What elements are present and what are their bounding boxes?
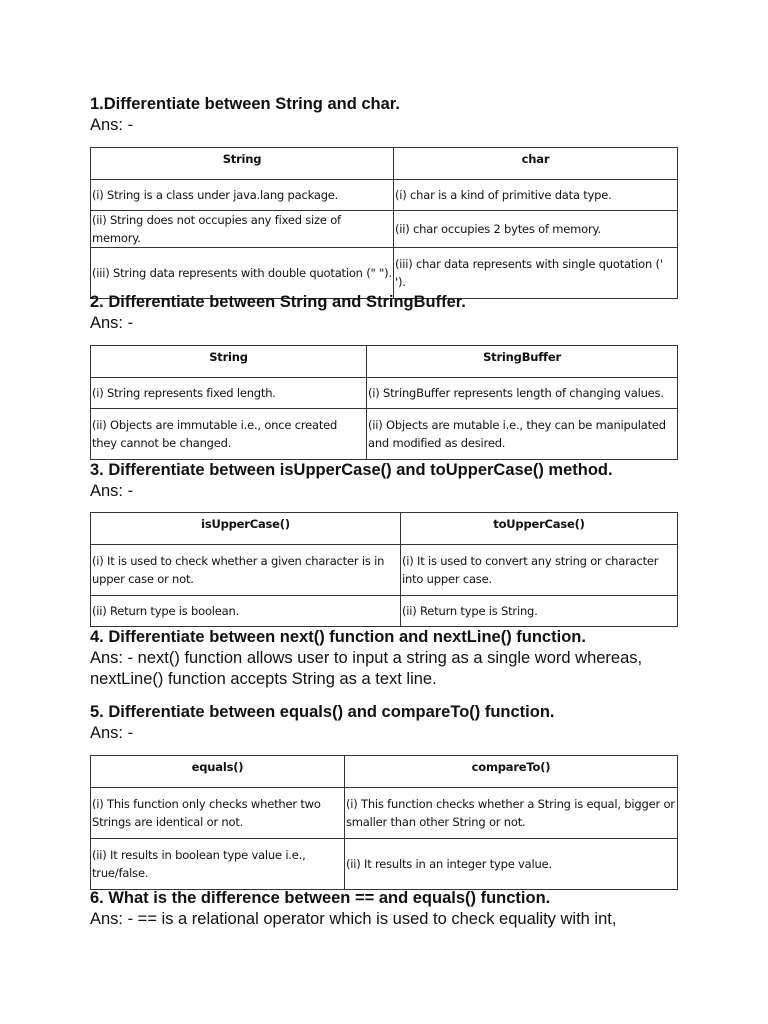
question-2-table <box>90 345 678 460</box>
table-row <box>91 180 678 211</box>
question-5-table <box>90 755 678 890</box>
table-row <box>91 788 678 839</box>
table-header: String <box>91 148 394 180</box>
question-2-answer-label: Ans: - <box>90 314 134 332</box>
table-cell: (ii) String does not occupies any fixed size of memory. <box>91 211 394 248</box>
table-row <box>91 378 678 409</box>
question-3-table <box>90 512 678 627</box>
question-5-answer-label: Ans: - <box>90 724 134 742</box>
table-header: isUpperCase() <box>91 513 401 545</box>
table-cell: (ii) Return type is String. <box>401 596 678 627</box>
question-3-answer-label: Ans: - <box>90 482 134 500</box>
table-cell: (ii) It results in an integer type value. <box>345 839 678 890</box>
question-3-title: 3. Differentiate between isUpperCase() and toUpperCase() method. <box>90 461 613 479</box>
table-row <box>91 596 678 627</box>
table-header: toUpperCase() <box>401 513 678 545</box>
question-4-answer-line-2: nextLine() function accepts String as a text line. <box>90 670 437 688</box>
question-1-title: 1.Differentiate between String and char. <box>90 95 400 113</box>
table-header: equals() <box>91 756 345 788</box>
table-cell: (iii) char data represents with single quotation (' '). <box>394 248 678 299</box>
question-4-title: 4. Differentiate between next() function and nextLine() function. <box>90 628 586 646</box>
question-1-answer-label: Ans: - <box>90 116 134 134</box>
table-row <box>91 545 678 596</box>
table-cell: (i) StringBuffer represents length of changing values. <box>367 378 678 409</box>
table-header: String <box>91 346 367 378</box>
table-header: char <box>394 148 678 180</box>
question-6-title: 6. What is the difference between == and equals() function. <box>90 889 551 907</box>
question-1-table <box>90 147 678 299</box>
table-cell: (ii) Objects are mutable i.e., they can be manipulated and modified as desired. <box>367 409 678 460</box>
table-row <box>91 211 678 248</box>
table-row <box>91 409 678 460</box>
question-4-answer-line-1: Ans: - next() function allows user to input a string as a single word whereas, <box>90 649 643 667</box>
table-cell: (iii) String data represents with double quotation (" "). <box>91 248 394 299</box>
table-header: StringBuffer <box>367 346 678 378</box>
table-cell: (i) This function checks whether a String is equal, bigger or smaller than other String or not. <box>345 788 678 839</box>
table-cell: (i) String represents fixed length. <box>91 378 367 409</box>
table-cell: (i) String is a class under java.lang package. <box>91 180 394 211</box>
question-2-title: 2. Differentiate between String and StringBuffer. <box>90 293 466 311</box>
table-cell: (ii) Return type is boolean. <box>91 596 401 627</box>
question-5-title: 5. Differentiate between equals() and compareTo() function. <box>90 703 555 721</box>
table-cell: (ii) char occupies 2 bytes of memory. <box>394 211 678 248</box>
table-row <box>91 248 678 299</box>
table-cell: (i) char is a kind of primitive data type. <box>394 180 678 211</box>
table-cell: (ii) It results in boolean type value i.e., true/false. <box>91 839 345 890</box>
table-cell: (ii) Objects are immutable i.e., once created they cannot be changed. <box>91 409 367 460</box>
question-6-answer-line-1: Ans: - == is a relational operator which is used to check equality with int, <box>90 910 617 928</box>
table-cell: (i) It is used to convert any string or character into upper case. <box>401 545 678 596</box>
table-row <box>91 839 678 890</box>
table-cell: (i) This function only checks whether two Strings are identical or not. <box>91 788 345 839</box>
table-cell: (i) It is used to check whether a given character is in upper case or not. <box>91 545 401 596</box>
table-header: compareTo() <box>345 756 678 788</box>
